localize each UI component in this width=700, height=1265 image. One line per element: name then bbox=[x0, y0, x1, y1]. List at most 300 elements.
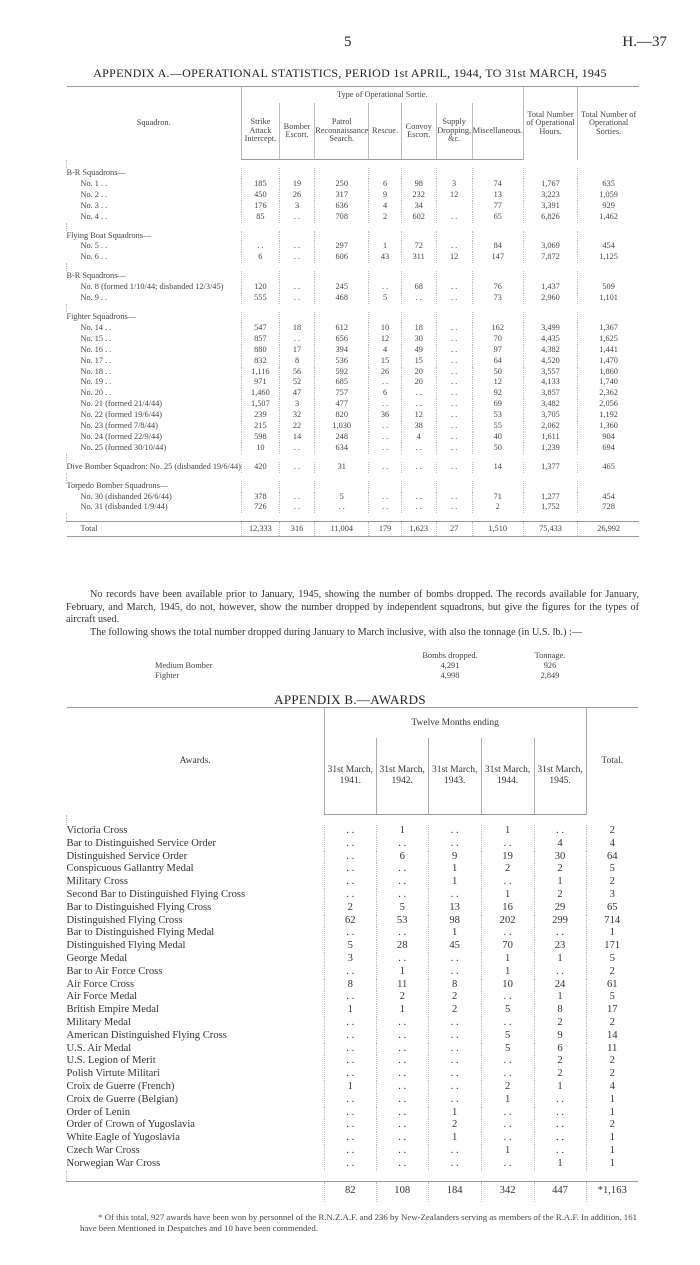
total-cell: 316 bbox=[279, 522, 314, 537]
col-type-5: Supply Dropping, &c. bbox=[436, 103, 472, 160]
stat-cell: 85 bbox=[241, 212, 279, 223]
award-count: . . bbox=[428, 1030, 481, 1043]
award-count: 6 bbox=[534, 1043, 586, 1056]
award-count: . . bbox=[324, 876, 376, 889]
stat-cell: 77 bbox=[472, 201, 523, 212]
col-hours: Total Number of Operational Hours. bbox=[523, 87, 578, 160]
group-title: Torpedo Bomber Squadrons— bbox=[66, 480, 169, 490]
awards-total-row bbox=[67, 1181, 639, 1202]
award-count: . . bbox=[481, 876, 534, 889]
stat-cell: 10 bbox=[241, 443, 279, 454]
stat-cell: 36 bbox=[369, 410, 402, 421]
col-total: Total. bbox=[586, 708, 638, 815]
stat-cell: 10 bbox=[369, 323, 402, 334]
award-row bbox=[67, 1004, 639, 1017]
award-count: 23 bbox=[534, 940, 586, 953]
award-count: 2 bbox=[586, 1119, 638, 1132]
award-count: . . bbox=[376, 1017, 428, 1030]
award-row bbox=[67, 863, 639, 876]
award-label: George Medal bbox=[66, 952, 128, 964]
stat-cell: 34 bbox=[401, 201, 436, 212]
stat-cell: . . bbox=[369, 492, 402, 503]
award-count: . . bbox=[324, 927, 376, 940]
stat-cell: 65 bbox=[472, 212, 523, 223]
awards-total-cell: 342 bbox=[481, 1181, 534, 1202]
stat-cell: 1,192 bbox=[578, 410, 639, 421]
award-row bbox=[67, 1158, 639, 1171]
award-row bbox=[67, 1145, 639, 1158]
stat-cell: 70 bbox=[472, 334, 523, 345]
award-count: 1 bbox=[586, 1107, 638, 1120]
stat-cell: 971 bbox=[241, 377, 279, 388]
award-label: Croix de Guerre (Belgian) bbox=[66, 1093, 178, 1105]
award-count: 19 bbox=[481, 851, 534, 864]
award-count: 1 bbox=[428, 1132, 481, 1145]
stat-cell: 176 bbox=[241, 201, 279, 212]
stat-cell: 52 bbox=[279, 377, 314, 388]
award-count: 1 bbox=[376, 825, 428, 838]
award-count: 61 bbox=[586, 979, 638, 992]
award-row bbox=[67, 1030, 639, 1043]
squadron-label: No. 9 . . bbox=[80, 293, 108, 303]
award-count: 714 bbox=[586, 915, 638, 928]
stat-cell: . . bbox=[436, 462, 472, 473]
award-count: 8 bbox=[324, 979, 376, 992]
stat-cell: 4,435 bbox=[523, 334, 578, 345]
squadron-label: No. 15 . . bbox=[80, 333, 112, 343]
stat-cell: . . bbox=[369, 462, 402, 473]
squadron-row bbox=[67, 334, 640, 345]
col-type-0: Strike Attack Intercept. bbox=[241, 103, 279, 160]
award-count: 5 bbox=[481, 1030, 534, 1043]
award-count: . . bbox=[428, 838, 481, 851]
awards-total-cell: 82 bbox=[324, 1181, 376, 1202]
award-row bbox=[67, 889, 639, 902]
award-count: . . bbox=[324, 889, 376, 902]
award-row bbox=[67, 979, 639, 992]
award-count: 1 bbox=[534, 1081, 586, 1094]
stat-cell: 1,740 bbox=[578, 377, 639, 388]
stat-cell: 97 bbox=[472, 345, 523, 356]
award-count: . . bbox=[428, 1145, 481, 1158]
award-label: Military Cross bbox=[66, 876, 129, 888]
stat-cell: 84 bbox=[472, 241, 523, 252]
award-count: . . bbox=[481, 1132, 534, 1145]
award-label: Bar to Distinguished Flying Medal bbox=[66, 927, 215, 939]
award-count: 4 bbox=[586, 838, 638, 851]
stat-cell: . . bbox=[369, 432, 402, 443]
award-count: 1 bbox=[481, 1145, 534, 1158]
award-count: 2 bbox=[534, 863, 586, 876]
stat-cell: 454 bbox=[578, 241, 639, 252]
award-row bbox=[67, 1043, 639, 1056]
squadron-label: No. 14 . . bbox=[80, 322, 112, 332]
col-awards: Awards. bbox=[67, 708, 325, 815]
award-label: American Distinguished Flying Cross bbox=[66, 1029, 227, 1041]
stat-cell: 635 bbox=[578, 179, 639, 190]
award-row bbox=[67, 825, 639, 838]
award-count: . . bbox=[376, 1158, 428, 1171]
stat-cell: 68 bbox=[401, 282, 436, 293]
award-count: 2 bbox=[481, 1081, 534, 1094]
stat-cell: . . bbox=[315, 502, 369, 513]
award-count: 299 bbox=[534, 915, 586, 928]
stat-cell: 1,470 bbox=[578, 356, 639, 367]
stat-cell: 606 bbox=[315, 252, 369, 263]
stat-cell: 18 bbox=[279, 323, 314, 334]
stat-cell: 14 bbox=[472, 462, 523, 473]
award-count: 17 bbox=[586, 1004, 638, 1017]
stat-cell: 50 bbox=[472, 443, 523, 454]
stat-cell: 13 bbox=[472, 190, 523, 201]
stat-cell: 20 bbox=[401, 367, 436, 378]
stat-cell: 6 bbox=[241, 252, 279, 263]
stat-cell: . . bbox=[436, 282, 472, 293]
stat-cell: . . bbox=[369, 421, 402, 432]
stat-cell: 40 bbox=[472, 432, 523, 443]
stat-cell: 1,030 bbox=[315, 421, 369, 432]
award-count: 1 bbox=[586, 1132, 638, 1145]
col-type-1: Bomber Escort. bbox=[279, 103, 314, 160]
stat-cell: 250 bbox=[315, 179, 369, 190]
squadron-label: No. 3 . . bbox=[80, 200, 108, 210]
award-count: . . bbox=[324, 838, 376, 851]
award-count: 64 bbox=[586, 851, 638, 864]
stat-cell: 4 bbox=[401, 432, 436, 443]
award-count: 5 bbox=[586, 953, 638, 966]
stat-cell: 3,223 bbox=[523, 190, 578, 201]
page-header bbox=[0, 34, 700, 54]
award-count: 24 bbox=[534, 979, 586, 992]
stat-cell: . . bbox=[279, 334, 314, 345]
squadron-label: No. 21 (formed 21/4/44) bbox=[80, 399, 163, 409]
stat-cell: . . bbox=[241, 241, 279, 252]
squadron-row bbox=[67, 432, 640, 443]
bombs-dropped-table bbox=[155, 651, 595, 681]
award-label: Distinguished Flying Cross bbox=[66, 914, 183, 926]
col-year-3: 31st March, 1944. bbox=[481, 738, 534, 815]
award-count: 1 bbox=[376, 966, 428, 979]
stat-cell: 1,767 bbox=[523, 179, 578, 190]
award-count: 1 bbox=[428, 863, 481, 876]
award-count: 2 bbox=[586, 966, 638, 979]
award-count: . . bbox=[376, 1107, 428, 1120]
stat-cell: 3,391 bbox=[523, 201, 578, 212]
award-count: . . bbox=[376, 953, 428, 966]
squadron-row bbox=[67, 399, 640, 410]
stat-cell: 1,360 bbox=[578, 421, 639, 432]
stat-cell: 7,872 bbox=[523, 252, 578, 263]
stat-cell: 19 bbox=[279, 179, 314, 190]
award-count: . . bbox=[324, 1055, 376, 1068]
tonnage-note-paragraph: The following shows the total number dropped during January to March inclusive, with also the tonnage (in U.S. lb.) :— bbox=[90, 627, 583, 638]
stat-cell: 4 bbox=[369, 345, 402, 356]
stat-cell: . . bbox=[436, 334, 472, 345]
award-count: . . bbox=[481, 927, 534, 940]
award-count: . . bbox=[534, 1145, 586, 1158]
award-count: 1 bbox=[481, 1094, 534, 1107]
stat-cell: 1,101 bbox=[578, 293, 639, 304]
stat-cell: 50 bbox=[472, 367, 523, 378]
bombs-dropped: 4,291 bbox=[440, 661, 460, 670]
squadron-label: No. 2 . . bbox=[80, 189, 108, 199]
stat-cell: 6,826 bbox=[523, 212, 578, 223]
award-count: 1 bbox=[586, 1158, 638, 1171]
award-count: . . bbox=[376, 1119, 428, 1132]
stat-cell: 32 bbox=[279, 410, 314, 421]
stat-cell: . . bbox=[436, 492, 472, 503]
award-count: 1 bbox=[481, 966, 534, 979]
col-year-4: 31st March, 1945. bbox=[534, 738, 586, 815]
squadron-row bbox=[67, 421, 640, 432]
group-title: Fighter Squadrons— bbox=[66, 311, 136, 321]
stat-cell: 536 bbox=[315, 356, 369, 367]
total-cell: 26,992 bbox=[578, 522, 639, 537]
stat-cell: 1 bbox=[369, 241, 402, 252]
award-count: . . bbox=[481, 1055, 534, 1068]
stat-cell: 56 bbox=[279, 367, 314, 378]
stat-cell: 420 bbox=[241, 462, 279, 473]
squadron-row bbox=[67, 388, 640, 399]
award-count: . . bbox=[534, 927, 586, 940]
stat-cell: 317 bbox=[315, 190, 369, 201]
stat-cell: 30 bbox=[401, 334, 436, 345]
squadron-row bbox=[67, 410, 640, 421]
award-label: Czech War Cross bbox=[66, 1144, 140, 1156]
award-row bbox=[67, 1068, 639, 1081]
group-title: Flying Boat Squadrons— bbox=[66, 230, 152, 240]
award-count: 8 bbox=[534, 1004, 586, 1017]
award-count: 171 bbox=[586, 940, 638, 953]
stat-cell: 12 bbox=[369, 334, 402, 345]
stat-cell: 12 bbox=[472, 377, 523, 388]
award-row bbox=[67, 966, 639, 979]
award-count: . . bbox=[428, 1081, 481, 1094]
stat-cell: 1,437 bbox=[523, 282, 578, 293]
squadron-label: No. 8 (formed 1/10/44; disbanded 12/3/45) bbox=[80, 282, 224, 292]
total-cell: 1,623 bbox=[401, 522, 436, 537]
award-count: 29 bbox=[534, 902, 586, 915]
squadron-row bbox=[67, 190, 640, 201]
award-count: . . bbox=[481, 1017, 534, 1030]
awards-total-cell: *1,163 bbox=[586, 1181, 638, 1202]
squadron-label: No. 18 . . bbox=[80, 366, 112, 376]
stat-cell: 1,059 bbox=[578, 190, 639, 201]
stat-cell: 311 bbox=[401, 252, 436, 263]
award-count: 70 bbox=[481, 940, 534, 953]
award-count: . . bbox=[481, 1107, 534, 1120]
award-count: . . bbox=[376, 927, 428, 940]
award-count: 5 bbox=[324, 940, 376, 953]
squadron-label: Dive Bomber Squadron: No. 25 (disbanded 19/6/44) bbox=[66, 461, 241, 471]
award-count: 30 bbox=[534, 851, 586, 864]
squadron-row bbox=[67, 502, 640, 513]
squadron-label: No. 5 . . bbox=[80, 241, 108, 251]
stat-cell: 1,752 bbox=[523, 502, 578, 513]
stat-cell: 1,441 bbox=[578, 345, 639, 356]
col-year-1: 31st March, 1942. bbox=[376, 738, 428, 815]
award-count: . . bbox=[324, 991, 376, 1004]
squadron-label: No. 30 (disbanded 26/6/44) bbox=[80, 491, 172, 501]
award-count: . . bbox=[481, 838, 534, 851]
stat-cell: . . bbox=[401, 293, 436, 304]
award-count: . . bbox=[376, 889, 428, 902]
stat-cell: . . bbox=[369, 399, 402, 410]
award-count: 14 bbox=[586, 1030, 638, 1043]
award-label: White Eagle of Yugoslavia bbox=[66, 1132, 180, 1144]
stat-cell: . . bbox=[401, 399, 436, 410]
award-label: Norwegian War Cross bbox=[66, 1157, 161, 1169]
awards-total-cell: 447 bbox=[534, 1181, 586, 1202]
stat-cell: 394 bbox=[315, 345, 369, 356]
bombs-dropped: 4,998 bbox=[440, 671, 460, 680]
total-row bbox=[67, 522, 640, 537]
award-count: . . bbox=[428, 1068, 481, 1081]
award-row bbox=[67, 991, 639, 1004]
award-count: . . bbox=[428, 953, 481, 966]
award-count: 5 bbox=[586, 863, 638, 876]
award-label: Second Bar to Distinguished Flying Cross bbox=[66, 888, 246, 900]
award-count: 62 bbox=[324, 915, 376, 928]
stat-cell: 1,367 bbox=[578, 323, 639, 334]
squadron-label: No. 20 . . bbox=[80, 388, 112, 398]
stat-cell: . . bbox=[436, 356, 472, 367]
stat-cell: 2 bbox=[472, 502, 523, 513]
stat-cell: 248 bbox=[315, 432, 369, 443]
stat-cell: . . bbox=[401, 492, 436, 503]
total-cell: 1,510 bbox=[472, 522, 523, 537]
appendix-b-title: APPENDIX B.—AWARDS bbox=[274, 692, 426, 707]
stat-cell: 1,611 bbox=[523, 432, 578, 443]
operational-statistics-table bbox=[66, 86, 639, 537]
stat-cell: 3,482 bbox=[523, 399, 578, 410]
award-count: . . bbox=[534, 1094, 586, 1107]
award-count: 2 bbox=[586, 1055, 638, 1068]
award-count: . . bbox=[324, 863, 376, 876]
award-count: . . bbox=[376, 1145, 428, 1158]
award-count: 10 bbox=[481, 979, 534, 992]
stat-cell: 18 bbox=[401, 323, 436, 334]
stat-cell: . . bbox=[436, 212, 472, 223]
squadron-row bbox=[67, 252, 640, 263]
stat-cell: 3,069 bbox=[523, 241, 578, 252]
award-count: . . bbox=[324, 825, 376, 838]
stat-cell: 1,116 bbox=[241, 367, 279, 378]
award-count: . . bbox=[376, 1030, 428, 1043]
stat-cell: 880 bbox=[241, 345, 279, 356]
stat-cell: . . bbox=[369, 377, 402, 388]
award-count: 1 bbox=[586, 927, 638, 940]
group-title-row bbox=[67, 312, 640, 323]
col-type-2: Patrol Reconnaissance Search. bbox=[315, 103, 369, 160]
stat-cell: 1,239 bbox=[523, 443, 578, 454]
stat-cell: . . bbox=[436, 432, 472, 443]
award-count: . . bbox=[428, 1055, 481, 1068]
stat-cell: . . bbox=[401, 388, 436, 399]
stat-cell: 31 bbox=[315, 462, 369, 473]
squadron-label: No. 17 . . bbox=[80, 355, 112, 365]
stat-cell: 4 bbox=[369, 201, 402, 212]
award-count: . . bbox=[428, 889, 481, 902]
squadron-label: No. 16 . . bbox=[80, 344, 112, 354]
col-type-group: Type of Operational Sortie. bbox=[241, 87, 523, 104]
group-title-row bbox=[67, 168, 640, 179]
stat-cell: 239 bbox=[241, 410, 279, 421]
stat-cell: 1,277 bbox=[523, 492, 578, 503]
award-count: . . bbox=[481, 991, 534, 1004]
stat-cell: 232 bbox=[401, 190, 436, 201]
stat-cell: . . bbox=[401, 443, 436, 454]
stat-cell: . . bbox=[279, 502, 314, 513]
stat-cell: 73 bbox=[472, 293, 523, 304]
stat-cell: 8 bbox=[279, 356, 314, 367]
award-count: . . bbox=[428, 1017, 481, 1030]
award-count: 2 bbox=[534, 1017, 586, 1030]
award-count: . . bbox=[428, 1158, 481, 1171]
award-count: . . bbox=[428, 1094, 481, 1107]
stat-cell: 64 bbox=[472, 356, 523, 367]
bombs-dropped-header: Bombs dropped. bbox=[422, 651, 478, 660]
award-count: 5 bbox=[376, 902, 428, 915]
bomb-tonnage: 2,849 bbox=[540, 671, 560, 680]
award-count: 13 bbox=[428, 902, 481, 915]
award-count: . . bbox=[376, 838, 428, 851]
squadron-label: No. 24 (formed 22/9/44) bbox=[80, 431, 163, 441]
stat-cell: 5 bbox=[315, 492, 369, 503]
stat-cell: 297 bbox=[315, 241, 369, 252]
stat-cell: . . bbox=[436, 421, 472, 432]
stat-cell: 598 bbox=[241, 432, 279, 443]
stat-cell: 47 bbox=[279, 388, 314, 399]
award-label: Order of Lenin bbox=[66, 1106, 131, 1118]
group-title-row bbox=[67, 481, 640, 492]
total-cell: 75,433 bbox=[523, 522, 578, 537]
col-twelve-months: Twelve Months ending bbox=[324, 708, 586, 739]
award-count: . . bbox=[376, 876, 428, 889]
stat-cell: 547 bbox=[241, 323, 279, 334]
award-count: . . bbox=[324, 1030, 376, 1043]
bomb-type: Medium Bomber bbox=[155, 661, 213, 670]
stat-cell: 69 bbox=[472, 399, 523, 410]
stat-cell: 694 bbox=[578, 443, 639, 454]
award-label: Bar to Distinguished Flying Cross bbox=[66, 901, 212, 913]
stat-cell: . . bbox=[369, 443, 402, 454]
award-count: . . bbox=[428, 825, 481, 838]
stat-cell: 454 bbox=[578, 492, 639, 503]
stat-cell: . . bbox=[279, 282, 314, 293]
award-count: 2 bbox=[586, 1068, 638, 1081]
award-label: Order of Crown of Yugoslavia bbox=[66, 1119, 195, 1131]
award-count: . . bbox=[428, 1043, 481, 1056]
award-count: . . bbox=[534, 966, 586, 979]
award-count: 3 bbox=[586, 889, 638, 902]
total-cell: 12,333 bbox=[241, 522, 279, 537]
stat-cell: 4,520 bbox=[523, 356, 578, 367]
award-count: 1 bbox=[324, 1081, 376, 1094]
stat-cell: 2,056 bbox=[578, 399, 639, 410]
squadron-row bbox=[67, 282, 640, 293]
squadron-label: No. 25 (formed 30/10/44) bbox=[80, 442, 167, 452]
award-count: 1 bbox=[428, 876, 481, 889]
award-count: 2 bbox=[534, 889, 586, 902]
stat-cell: . . bbox=[279, 212, 314, 223]
award-count: . . bbox=[534, 825, 586, 838]
group-title: B-R Squadrons— bbox=[66, 168, 126, 177]
stat-cell: 857 bbox=[241, 334, 279, 345]
squadron-row bbox=[67, 462, 640, 473]
award-count: . . bbox=[534, 1132, 586, 1145]
award-count: 2 bbox=[376, 991, 428, 1004]
